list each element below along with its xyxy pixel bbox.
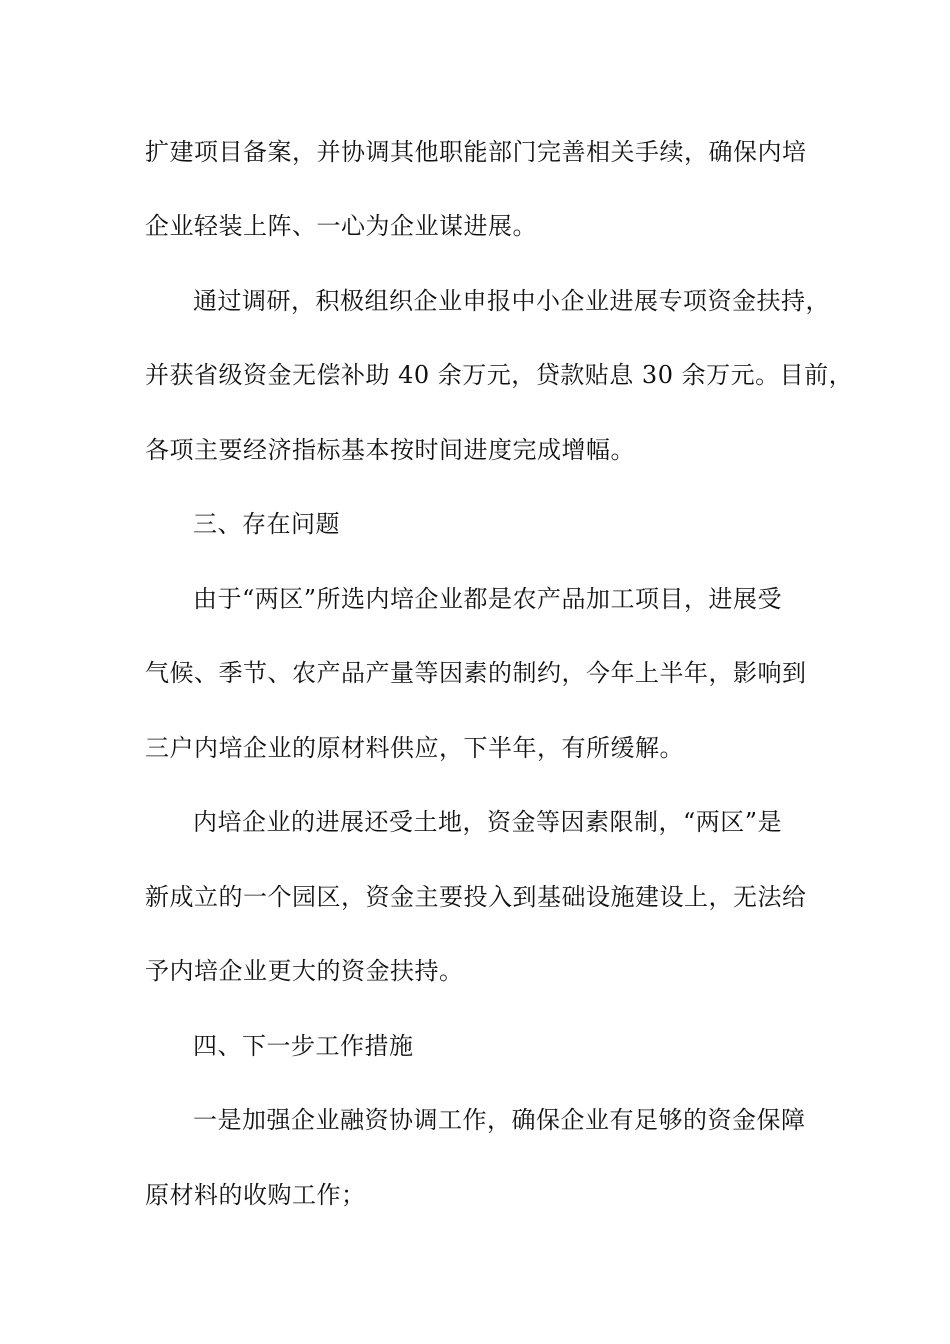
section-heading: 三、存在问题	[193, 510, 340, 538]
paragraph-line: 并获省级资金无偿补助 40 余万元，贷款贴息 30 余万元。目前，	[145, 361, 854, 389]
paragraph-line: 原材料的收购工作；	[145, 1181, 366, 1209]
paragraph-line: 三户内培企业的原材料供应，下半年，有所缓解。	[145, 734, 684, 762]
paragraph-line: 气候、季节、农产品产量等因素的制约，今年上半年，影响到	[145, 659, 807, 687]
paragraph-line: 由于“两区”所选内培企业都是农产品加工项目，进展受	[193, 585, 783, 613]
paragraph-line: 扩建项目备案，并协调其他职能部门完善相关手续，确保内培	[145, 138, 807, 166]
paragraph-line: 一是加强企业融资协调工作，确保企业有足够的资金保障	[193, 1106, 806, 1134]
section-heading: 四、下一步工作措施	[193, 1032, 414, 1060]
paragraph-line: 企业轻装上阵、一心为企业谋进展。	[145, 212, 537, 240]
paragraph-line: 予内培企业更大的资金扶持。	[145, 957, 464, 985]
paragraph-line: 各项主要经济指标基本按时间进度完成增幅。	[145, 436, 635, 464]
paragraph-line: 内培企业的进展还受土地，资金等因素限制，“两区”是	[193, 808, 783, 836]
paragraph-line: 新成立的一个园区，资金主要投入到基础设施建设上，无法给	[145, 883, 807, 911]
paragraph-line: 通过调研，积极组织企业申报中小企业进展专项资金扶持，	[193, 287, 830, 315]
